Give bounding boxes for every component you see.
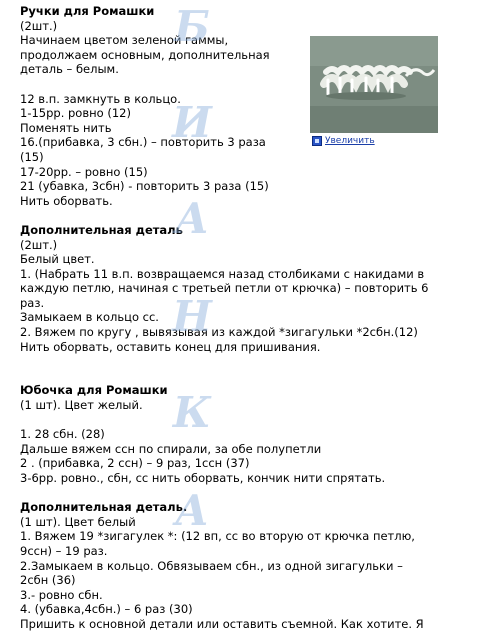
- section-heading: Юбочка для Ромашки: [20, 383, 168, 398]
- text-line: Нить оборвать, оставить конец для пришивания.: [20, 339, 321, 354]
- text-line: 12 в.п. замкнуть в кольцо.: [20, 91, 181, 106]
- text-line: раз.: [20, 295, 45, 310]
- text-line: 1-15рр. ровно (12): [20, 106, 131, 121]
- watermark-letter: К: [172, 388, 212, 437]
- text-line: 2. Вяжем по кругу , вывязывая из каждой *зигагульки *2сбн.(12): [20, 325, 418, 340]
- blank-line: [20, 369, 450, 384]
- blank-line: [20, 354, 450, 369]
- text-line: 16.(прибавка, 3 сбн.) – повторить 3 раза: [20, 135, 266, 150]
- text-line: 1. Вяжем 19 *зигагулек *: (12 вп, сс во вторую от крючка петлю,: [20, 529, 415, 544]
- text-line: 3.- ровно сбн.: [20, 587, 103, 602]
- watermark-letter: И: [172, 98, 212, 147]
- crochet-photo[interactable]: [310, 36, 438, 133]
- crochet-photo-image: [310, 36, 438, 133]
- text-line: деталь – белым.: [20, 62, 119, 77]
- text-line: 9ссн) – 19 раз.: [20, 543, 108, 558]
- text-line: (1 шт). Цвет желый.: [20, 398, 143, 413]
- zoom-link[interactable]: [312, 134, 375, 149]
- text-line: (15): [20, 149, 44, 164]
- text-line: 2сбн (36): [20, 573, 76, 588]
- text-line: 21 (убавка, 3сбн) - повторить 3 раза (15): [20, 179, 269, 194]
- text-line: Начинаем цветом зеленой гаммы,: [20, 33, 229, 48]
- watermark-letter: А: [174, 194, 210, 243]
- text-line: Пришить к основной детали или оставить съемной. Как хотите. Я: [20, 616, 424, 631]
- text-line: Дальше вяжем ссн по спирали, за обе полупетли: [20, 441, 322, 456]
- text-line: 2.Замыкаем в кольцо. Обвязываем сбн., из одной зигагульки –: [20, 558, 403, 573]
- watermark-letter: А: [174, 486, 210, 535]
- text-line: Нить оборвать.: [20, 193, 113, 208]
- text-line: 1. (Набрать 11 в.п. возвращаемся назад столбиками с накидами в: [20, 266, 425, 281]
- text-line: Поменять нить: [20, 120, 112, 135]
- text-line: 2 . (прибавка, 2 ссн) – 9 раз, 1ссн (37): [20, 456, 250, 471]
- section-heading: Дополнительная деталь.: [20, 500, 188, 515]
- blank-line: [20, 208, 450, 223]
- text-line: 1. 28 сбн. (28): [20, 427, 105, 442]
- text-line: каждую петлю, начиная с третьей петли от крючка) – повторить 6: [20, 281, 429, 296]
- zoom-link-label: Увеличить: [325, 136, 375, 146]
- magnifier-icon: [312, 136, 322, 146]
- text-line: Белый цвет.: [20, 252, 95, 267]
- text-line: (1 шт). Цвет белый: [20, 514, 136, 529]
- text-line: 17-20рр. – ровно (15): [20, 164, 148, 179]
- text-line: продолжаем основным, дополнительная: [20, 47, 270, 62]
- text-line: (2шт.): [20, 237, 58, 252]
- blank-line: [20, 413, 450, 428]
- text-line: 4. (убавка,4сбн.) – 6 раз (30): [20, 602, 193, 617]
- section-heading: Ручки для Ромашки: [20, 4, 155, 18]
- text-line: 3-6рр. ровно., сбн, сс нить оборвать, кончик нити спрятать.: [20, 471, 386, 485]
- watermark-letter: Н: [172, 292, 212, 341]
- text-line: (2шт.): [20, 18, 58, 33]
- section-heading: Дополнительная деталь: [20, 222, 183, 237]
- watermark-letter: Б: [174, 2, 210, 51]
- blank-line: [20, 486, 450, 501]
- text-line: Замыкаем в кольцо сс.: [20, 310, 159, 325]
